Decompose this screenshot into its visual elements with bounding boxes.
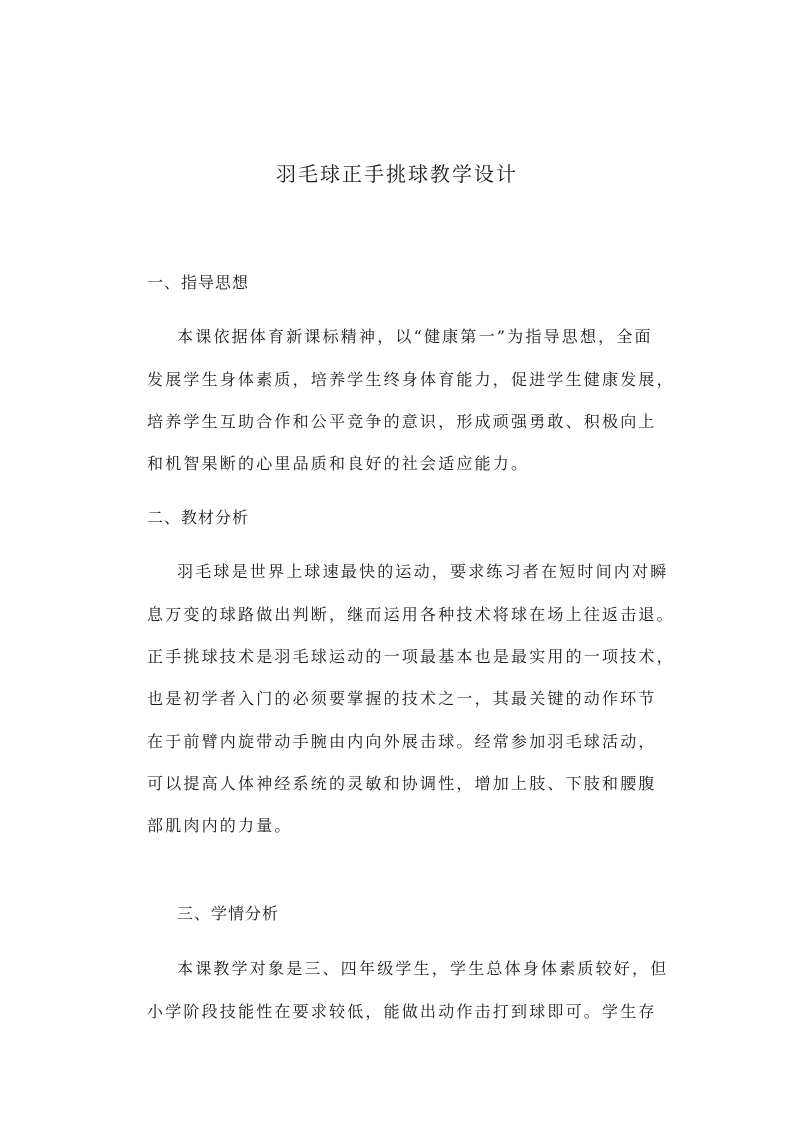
paragraph-line: 息万变的球路做出判断，继而运用各种技术将球在场上往返击退。 [147, 605, 675, 624]
paragraph-line: 培养学生互助合作和公平竞争的意识，形成顽强勇敢、积极向上 [147, 412, 657, 431]
paragraph-line: 本课教学对象是三、四年级学生，学生总体身体素质较好，但 [177, 959, 669, 978]
paragraph-line: 发展学生身体素质，培养学生终身体育能力，促进学生健康发展， [147, 370, 675, 389]
paragraph-line: 在于前臂内旋带动手腕由内向外展击球。经常参加羽毛球活动， [147, 732, 657, 751]
paragraph-line: 本课依据体育新课标精神，以“健康第一”为指导思想，全面 [177, 327, 653, 346]
document-title: 羽毛球正手挑球教学设计 [276, 162, 518, 186]
paragraph-line: 小学阶段技能性在要求较低，能做出动作击打到球即可。学生存 [147, 1002, 657, 1021]
section-heading-guiding-ideology: 一、指导思想 [147, 273, 250, 292]
paragraph-line: 部肌肉内的力量。 [147, 816, 293, 835]
section-heading-student-analysis: 三、学情分析 [177, 904, 280, 923]
section-heading-material-analysis: 二、教材分析 [147, 508, 250, 527]
paragraph-line: 羽毛球是世界上球速最快的运动，要求练习者在短时间内对瞬 [177, 562, 669, 581]
paragraph-line: 可以提高人体神经系统的灵敏和协调性，增加上肢、下肢和腰腹 [147, 774, 657, 793]
paragraph-line: 正手挑球技术是羽毛球运动的一项最基本也是最实用的一项技术， [147, 647, 675, 666]
paragraph-line: 和机智果断的心里品质和良好的社会适应能力。 [147, 454, 530, 473]
paragraph-line: 也是初学者入门的必须要掌握的技术之一，其最关键的动作环节 [147, 689, 657, 708]
